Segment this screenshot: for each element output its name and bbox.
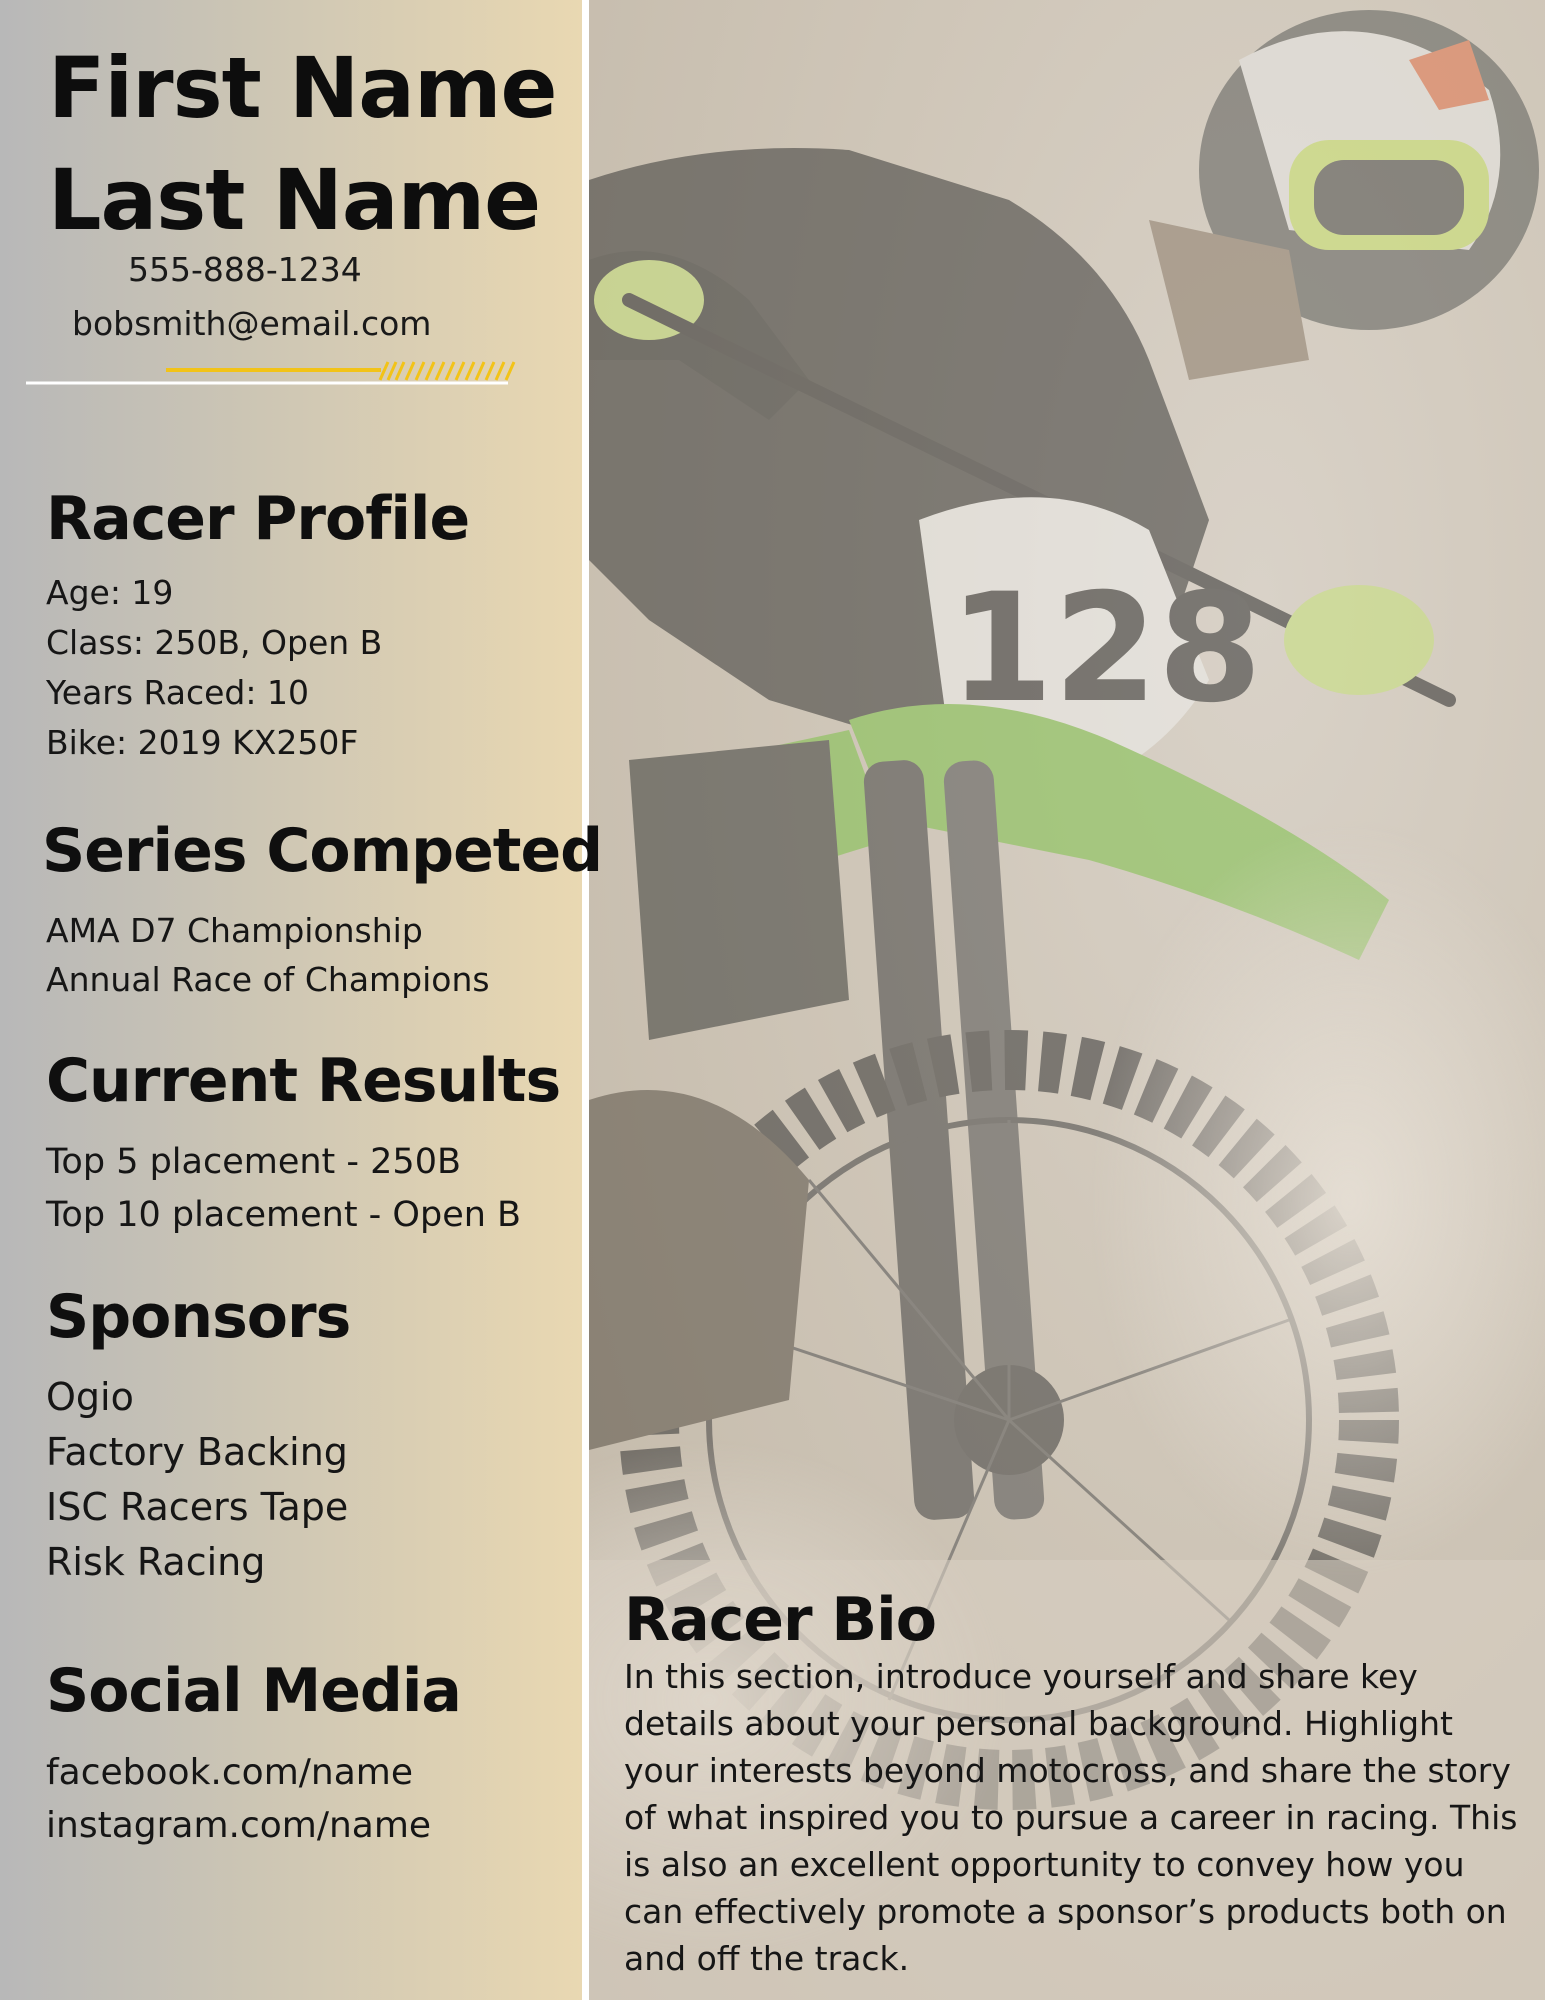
social-media-heading: Social Media — [46, 1656, 461, 1726]
sponsors-list — [46, 1370, 348, 1590]
series-item: AMA D7 Championship — [46, 911, 423, 950]
first-name: First Name — [48, 39, 557, 137]
svg-text:128: 128 — [949, 562, 1263, 736]
social-link-instagram[interactable]: instagram.com/name — [46, 1805, 432, 1846]
last-name: Last Name — [48, 151, 541, 249]
phone-number: 555-888-1234 — [128, 250, 362, 289]
series-item: Annual Race of Champions — [46, 960, 490, 999]
current-results-heading: Current Results — [46, 1046, 561, 1116]
sponsor-item: Risk Racing — [46, 1540, 266, 1584]
profile-years-raced: Years Raced: 10 — [46, 673, 309, 712]
social-media-list — [46, 1746, 431, 1852]
sponsors-heading: Sponsors — [46, 1282, 351, 1352]
series-competed-list — [46, 906, 490, 1004]
racer-profile-heading: Racer Profile — [46, 484, 470, 554]
header-divider — [26, 358, 526, 388]
racer-profile-list — [46, 568, 382, 768]
sponsor-item: ISC Racers Tape — [46, 1485, 349, 1529]
column-divider — [582, 0, 589, 2000]
profile-bike: Bike: 2019 KX250F — [46, 723, 359, 762]
email-address: bobsmith@email.com — [72, 304, 432, 343]
racer-bio-text: In this section, introduce yourself and share key details about your personal background. Highlight your interests beyond motocross, and share the story of what inspired you to pursue a career in racing. This is also an excellent opportunity to convey how you can effectively promote a sponsor’s products both on and off the track. — [624, 1657, 1518, 1978]
profile-class: Class: 250B, Open B — [46, 623, 383, 662]
racer-bio-heading: Racer Bio — [624, 1585, 936, 1655]
sponsor-item: Ogio — [46, 1375, 134, 1419]
social-link-facebook[interactable]: facebook.com/name — [46, 1752, 413, 1793]
result-item: Top 5 placement - 250B — [46, 1142, 461, 1182]
profile-age: Age: 19 — [46, 573, 174, 612]
series-competed-heading: Series Competed — [42, 816, 603, 886]
result-item: Top 10 placement - Open B — [46, 1195, 522, 1235]
sponsor-item: Factory Backing — [46, 1430, 348, 1474]
current-results-list — [46, 1136, 521, 1242]
